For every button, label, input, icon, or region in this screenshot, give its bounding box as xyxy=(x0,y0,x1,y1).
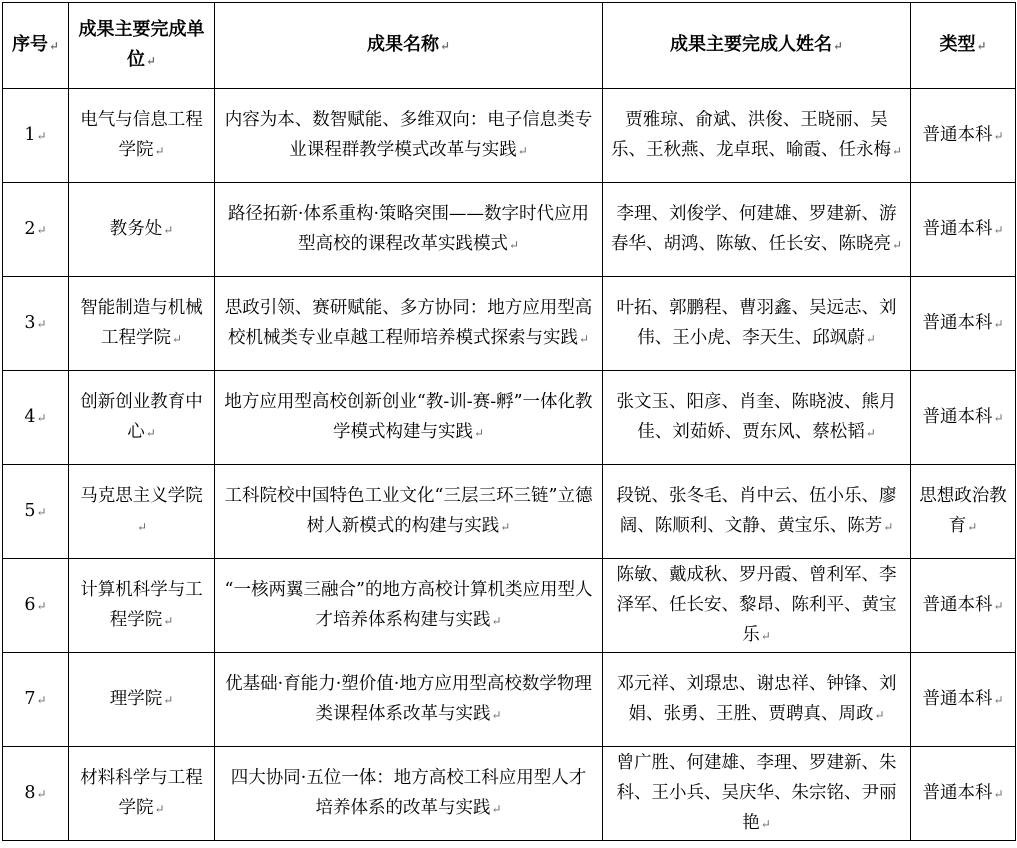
cell-unit: 理学院↵ xyxy=(69,653,215,747)
table-row xyxy=(3,371,1016,465)
table-row xyxy=(3,559,1016,653)
header-unit: 成果主要完成单位↵ xyxy=(69,3,215,89)
cell-index: 8↵ xyxy=(3,747,69,841)
cell-name: 四大协同·五位一体：地方高校工科应用型人才培养体系的改革与实践↵ xyxy=(215,747,603,841)
table-header-row xyxy=(3,3,1016,89)
cell-people: 曾广胜、何建雄、李理、罗建新、朱科、王小兵、吴庆华、朱宗铭、尹丽艳↵ xyxy=(603,747,911,841)
header-name: 成果名称↵ xyxy=(215,3,603,89)
cell-people: 李理、刘俊学、何建雄、罗建新、游春华、胡鸿、陈敏、任长安、陈晓亮↵ xyxy=(603,183,911,277)
cell-name: 优基础·育能力·塑价值·地方应用型高校数学物理类课程体系改革与实践↵ xyxy=(215,653,603,747)
cell-index: 4↵ xyxy=(3,371,69,465)
cell-index: 2↵ xyxy=(3,183,69,277)
cell-name: 内容为本、数智赋能、多维双向：电子信息类专业课程群教学模式改革与实践↵ xyxy=(215,89,603,183)
cell-unit: 电气与信息工程学院↵ xyxy=(69,89,215,183)
achievement-table xyxy=(2,2,1016,841)
cell-name: 地方应用型高校创新创业“教-训-赛-孵”一体化教学模式构建与实践↵ xyxy=(215,371,603,465)
cell-unit: 材料科学与工程学院↵ xyxy=(69,747,215,841)
cell-index: 6↵ xyxy=(3,559,69,653)
header-index: 序号↵ xyxy=(3,3,69,89)
header-type: 类型↵ xyxy=(911,3,1016,89)
table-row xyxy=(3,747,1016,841)
cell-name: “一核两翼三融合”的地方高校计算机类应用型人才培养体系构建与实践↵ xyxy=(215,559,603,653)
cell-type: 普通本科↵ xyxy=(911,371,1016,465)
cell-people: 贾雅琼、俞斌、洪俊、王晓丽、吴乐、王秋燕、龙卓珉、喻霞、任永梅↵ xyxy=(603,89,911,183)
cell-type: 思想政治教育↵ xyxy=(911,465,1016,559)
cell-people: 段锐、张冬毛、肖中云、伍小乐、廖阔、陈顺利、文静、黄宝乐、陈芳↵ xyxy=(603,465,911,559)
cell-name: 路径拓新·体系重构·策略突围——数字时代应用型高校的课程改革实践模式↵ xyxy=(215,183,603,277)
cell-type: 普通本科↵ xyxy=(911,747,1016,841)
table-row xyxy=(3,183,1016,277)
cell-unit: 马克思主义学院↵ xyxy=(69,465,215,559)
cell-unit: 创新创业教育中心↵ xyxy=(69,371,215,465)
cell-type: 普通本科↵ xyxy=(911,277,1016,371)
table-row xyxy=(3,465,1016,559)
table-row xyxy=(3,277,1016,371)
table-row xyxy=(3,89,1016,183)
cell-index: 7↵ xyxy=(3,653,69,747)
cell-type: 普通本科↵ xyxy=(911,559,1016,653)
cell-unit: 计算机科学与工程学院↵ xyxy=(69,559,215,653)
cell-name: 工科院校中国特色工业文化“三层三环三链”立德树人新模式的构建与实践↵ xyxy=(215,465,603,559)
cell-people: 邓元祥、刘璟忠、谢忠祥、钟锋、刘娟、张勇、王胜、贾聘真、周政↵ xyxy=(603,653,911,747)
header-people: 成果主要完成人姓名↵ xyxy=(603,3,911,89)
cell-type: 普通本科↵ xyxy=(911,183,1016,277)
cell-index: 3↵ xyxy=(3,277,69,371)
cell-type: 普通本科↵ xyxy=(911,653,1016,747)
cell-type: 普通本科↵ xyxy=(911,89,1016,183)
cell-unit: 教务处↵ xyxy=(69,183,215,277)
cell-people: 张文玉、阳彦、肖奎、陈晓波、熊月佳、刘茹娇、贾东风、蔡松韬↵ xyxy=(603,371,911,465)
table-row xyxy=(3,653,1016,747)
achievement-table-container xyxy=(2,2,1016,841)
cell-index: 5↵ xyxy=(3,465,69,559)
cell-name: 思政引领、赛研赋能、多方协同：地方应用型高校机械类专业卓越工程师培养模式探索与实践↵ xyxy=(215,277,603,371)
cell-index: 1↵ xyxy=(3,89,69,183)
cell-people: 陈敏、戴成秋、罗丹霞、曾利军、李泽军、任长安、黎昂、陈利平、黄宝乐↵ xyxy=(603,559,911,653)
cell-people: 叶拓、郭鹏程、曹羽鑫、吴远志、刘伟、王小虎、李天生、邱飒蔚↵ xyxy=(603,277,911,371)
cell-unit: 智能制造与机械工程学院↵ xyxy=(69,277,215,371)
